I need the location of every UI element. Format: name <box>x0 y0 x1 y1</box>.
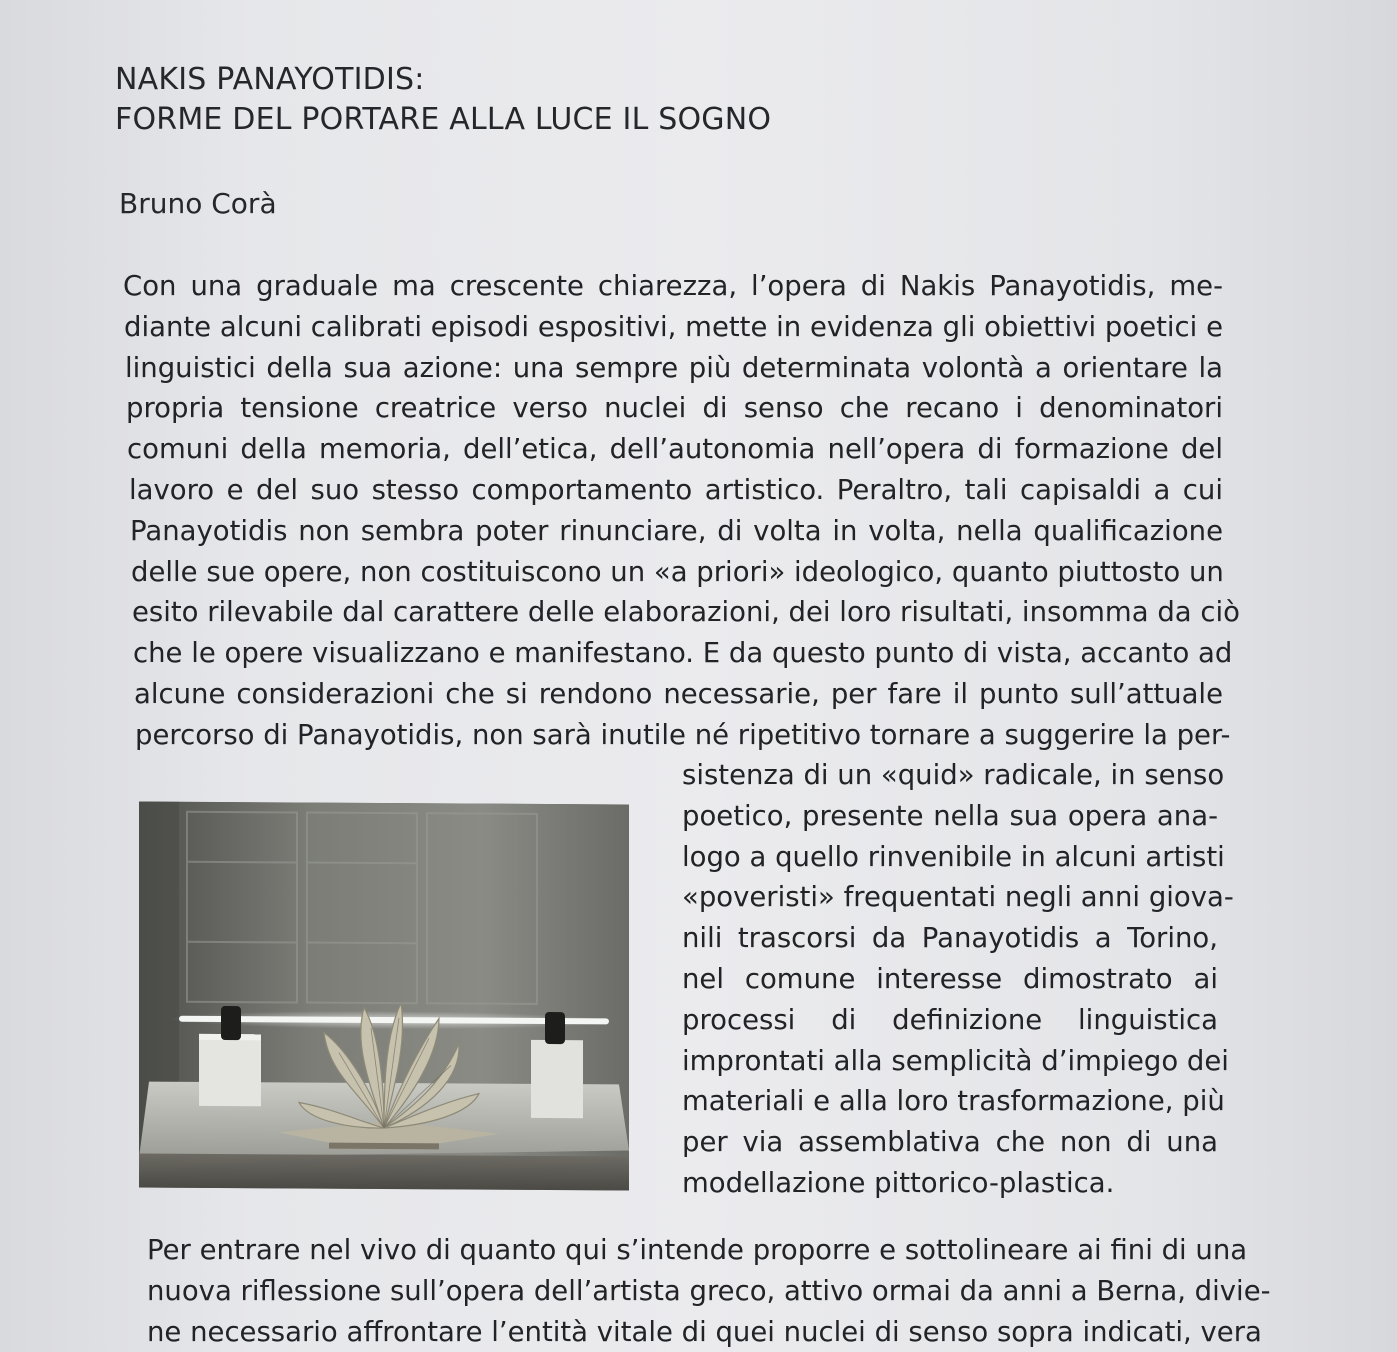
paragraph-1 <box>123 266 1240 756</box>
text-line: nuova riflessione sull’opera dell’artista greco, attivo ormai da anni a Berna, divie- <box>147 1274 1271 1307</box>
text-line: esito rilevabile dal carattere delle elaborazioni, dei loro risultati, insomma da ciò <box>132 596 1240 629</box>
text-line: alcune considerazioni che si rendono necessarie, per fare il punto sull’attuale <box>134 677 1223 710</box>
paragraph-2 <box>147 1230 1271 1352</box>
text-line: nili trascorsi da Panayotidis a Torino, <box>682 922 1218 955</box>
text-line: nel comune interesse dimostrato ai <box>682 962 1218 995</box>
text-line: Con una graduale ma crescente chiarezza, l’opera di Nakis Panayotidis, me- <box>123 270 1223 302</box>
text-line: sistenza di un «quid» radicale, in senso <box>682 759 1225 791</box>
paragraph-1-continued <box>682 755 1234 1204</box>
text-line: per via assemblativa che non di una <box>682 1126 1218 1159</box>
text-line: Panayotidis non sembra poter rinunciare, di volta in volta, nella qualificazione <box>130 514 1223 547</box>
text-line: delle sue opere, non costituiscono un «a priori» ideologico, quanto piuttosto un <box>131 555 1224 588</box>
text-line: materiali e alla loro trasformazione, più <box>682 1085 1225 1118</box>
text-line: logo a quello rinvenibile in alcuni artisti <box>682 840 1225 873</box>
title-line-2: FORME DEL PORTARE ALLA LUCE IL SOGNO <box>115 102 772 137</box>
text-line: poetico, presente nella sua opera ana- <box>682 799 1218 832</box>
author-name: Bruno Corà <box>119 187 277 220</box>
artwork-photo <box>139 802 629 1191</box>
text-line: percorso di Panayotidis, non sarà inutile né ripetitivo tornare a suggerire la per- <box>135 718 1231 751</box>
text-line: ne necessario affrontare l’entità vitale di quei nuclei di senso sopra indicati, vera <box>147 1315 1262 1348</box>
text-line: improntati alla semplicità d’impiego dei <box>682 1044 1229 1077</box>
text-line: Per entrare nel vivo di quanto qui s’intende proporre e sottolineare ai fini di una <box>147 1234 1248 1266</box>
text-line: modellazione pittorico-plastica. <box>682 1166 1115 1199</box>
text-line: comuni della memoria, dell’etica, dell’autonomia nell’opera di formazione del <box>127 433 1223 466</box>
text-line: lavoro e del suo stesso comportamento artistico. Peraltro, tali capisaldi a cui <box>129 473 1223 506</box>
text-line: propria tensione creatrice verso nuclei di senso che recano i denominatori <box>126 392 1223 425</box>
artwork-photo-graphic <box>139 802 629 1191</box>
title-line-1: NAKIS PANAYOTIDIS: <box>115 62 425 97</box>
text-line: linguistici della sua azione: una sempre più determinata volontà a orientare la <box>125 351 1223 384</box>
text-line: «poveristi» frequentati negli anni giova- <box>682 881 1234 914</box>
text-line: che le opere visualizzano e manifestano. E da questo punto di vista, accanto ad <box>133 637 1233 670</box>
text-line: processi di definizione linguistica <box>682 1003 1218 1036</box>
article-title <box>115 60 771 140</box>
text-line: diante alcuni calibrati episodi espositivi, mette in evidenza gli obiettivi poetici e <box>124 310 1223 343</box>
